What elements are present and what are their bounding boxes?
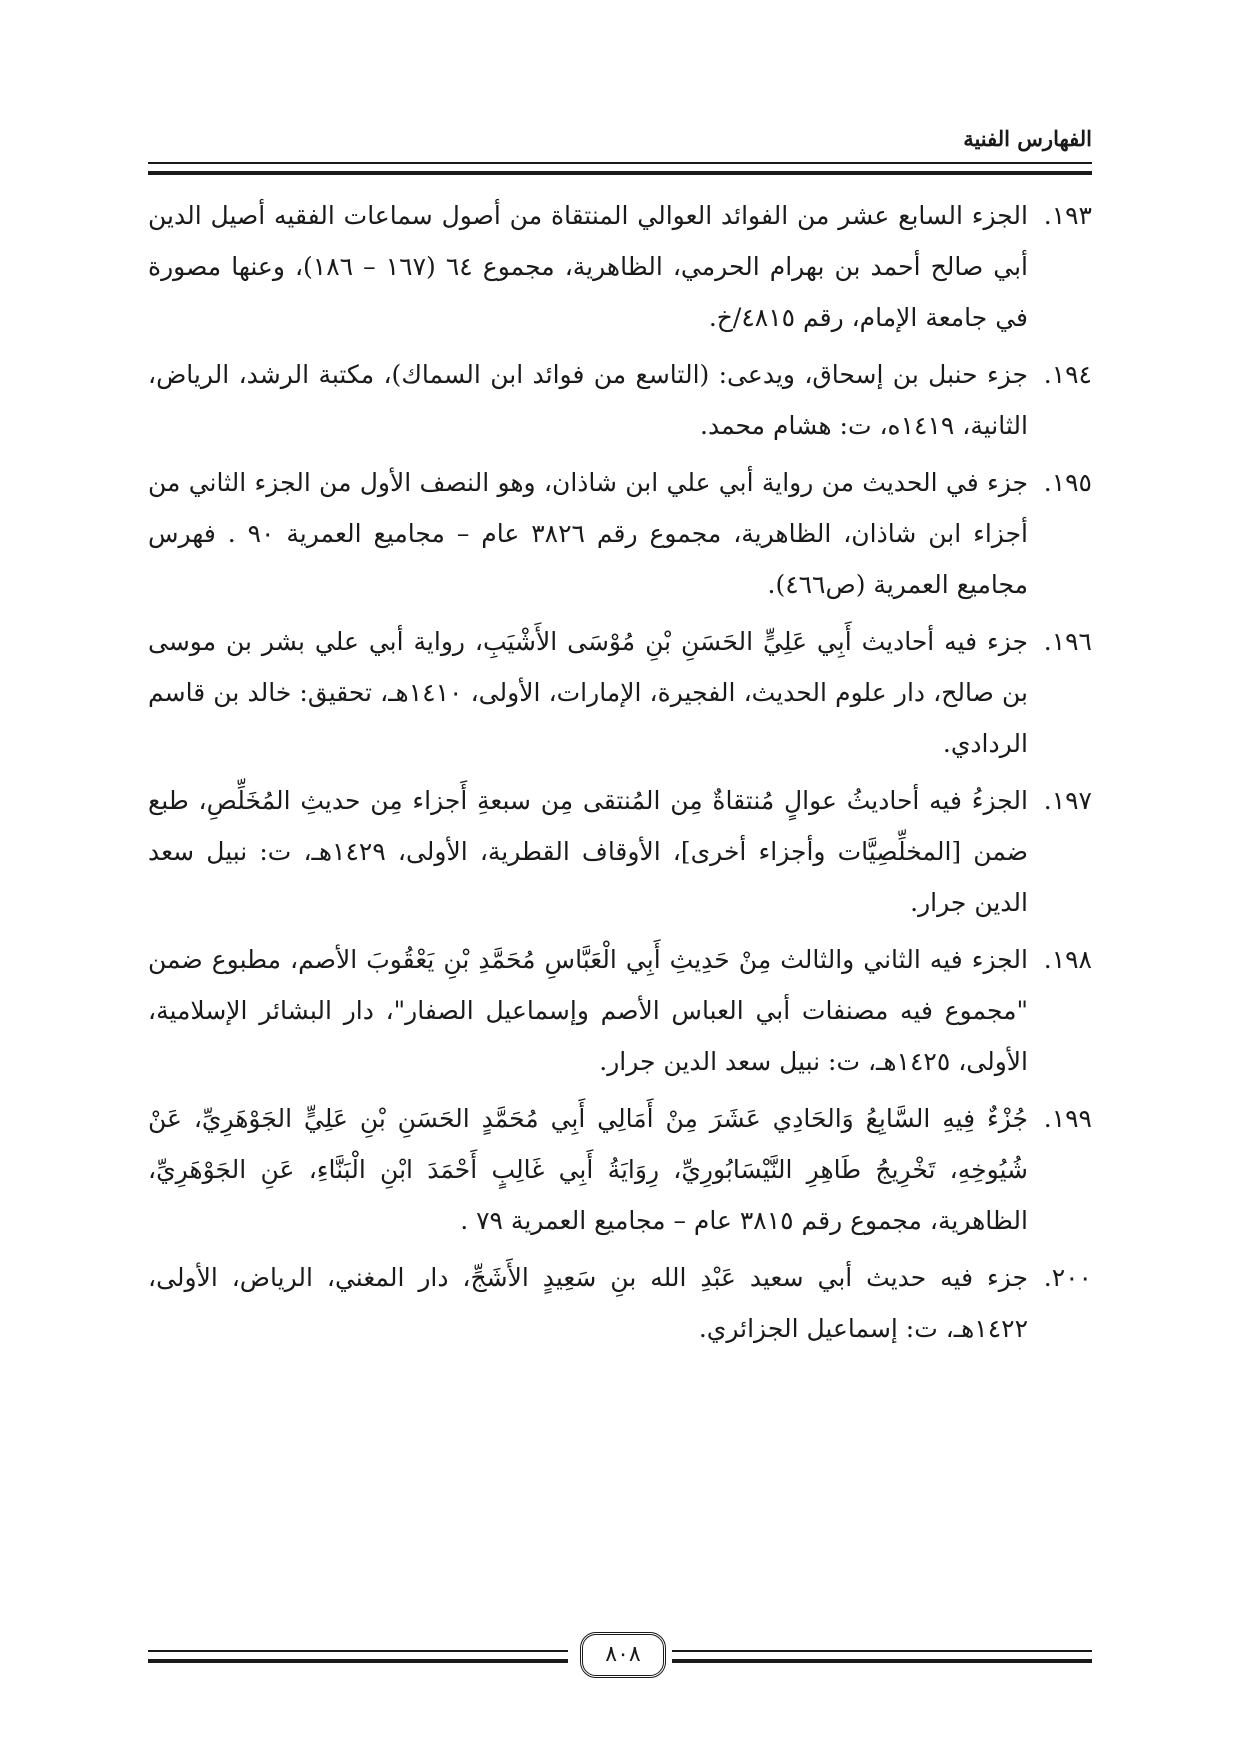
entry-text: الجزء السابع عشر من الفوائد العوالي المنتقاة من أصول سماعات الفقيه أصيل الدين أبي صالح أحمد بن بهرام الحرمي، الظاهرية، مجموع ٦٤ (١٦٧ – ١٨٦)، وعنها مصورة في جامعة الإمام، رقم ٤٨١٥/خ. — [148, 201, 1029, 332]
bibliography-entry — [148, 190, 1092, 343]
bibliography-list — [148, 190, 1092, 1360]
entry-text: الجزء فيه الثاني والثالث مِنْ حَدِيثِ أَبِي الْعَبَّاسِ مُحَمَّدِ بْنِ يَعْقُوبَ الأصم، مطبوع ضمن "مجموع فيه مصنفات أبي العباس الأصم وإسماعيل الصفار"، دار البشائر الإسلامية، الأولى، ١٤٢٥هـ، ت: نبيل سعد الدين جرار. — [148, 945, 1028, 1076]
entry-number: ١٩٣. — [1043, 201, 1092, 230]
bibliography-entry — [148, 934, 1092, 1087]
entry-number: ١٩٥. — [1043, 468, 1092, 497]
entry-text: جُزْءٌ فِيهِ السَّابِعُ وَالحَادِي عَشَرَ مِنْ أَمَالِي أَبِي مُحَمَّدٍ الحَسَنِ بْنِ عَلِيٍّ الجَوْهَرِيِّ، عَنْ شُيُوخِهِ، تَخْرِيجُ طَاهِرِ النَّيْسَابُورِيِّ، رِوَايَةُ أَبِي غَالِبٍ أَحْمَدَ ابْنِ الْبَنَّاءِ، عَنِ الجَوْهَرِيِّ، الظاهرية، مجموع رقم ٣٨١٥ عام – مجاميع العمرية ٧٩ . — [148, 1104, 1028, 1235]
bibliography-entry — [148, 616, 1092, 769]
entry-text: جزء فيه حديث أبي سعيد عَبْدِ الله بنِ سَعِيدٍ الأَشَجِّ، دار المغني، الرياض، الأولى، ١٤٢٢هـ، ت: إسماعيل الجزائري. — [148, 1263, 1028, 1343]
bibliography-entry — [148, 775, 1092, 928]
entry-number: ١٩٦. — [1043, 627, 1092, 656]
entry-number: ٢٠٠. — [1043, 1263, 1092, 1292]
entry-number: ١٩٤. — [1043, 360, 1092, 389]
bibliography-entry — [148, 457, 1092, 610]
running-header-title: الفهارس الفنية — [963, 126, 1092, 151]
bibliography-entry — [148, 1093, 1092, 1246]
entry-number: ١٩٩. — [1043, 1104, 1092, 1133]
page-number: ٨٠٨ — [580, 1632, 666, 1678]
footer-rule-left — [148, 1650, 568, 1663]
entry-text: جزء حنبل بن إسحاق، ويدعى: (التاسع من فوائد ابن السماك)، مكتبة الرشد، الرياض، الثانية، ١٤١٩ه، ت: هشام محمد. — [148, 360, 1028, 440]
entry-text: الجزءُ فيه أحاديثُ عوالٍ مُنتقاةٌ مِن المُنتقى مِن سبعةِ أَجزاء مِن حديثِ المُخَلِّصِ، طبع ضمن [المخلِّصِيَّات وأجزاء أخرى]، الأوقاف القطرية، الأولى، ١٤٢٩هـ، ت: نبيل سعد الدين جرار. — [148, 786, 1029, 917]
header-double-rule — [148, 162, 1092, 175]
entry-text: جزء فيه أحاديث أَبِي عَلِيٍّ الحَسَنِ بْنِ مُوْسَى الأَشْيَبِ، رواية أبي علي بشر بن موسى بن صالح، دار علوم الحديث، الفجيرة، الإمارات، الأولى، ١٤١٠هـ، تحقيق: خالد بن قاسم الردادي. — [148, 627, 1028, 758]
bibliography-entry — [148, 349, 1092, 451]
entry-number: ١٩٧. — [1043, 786, 1092, 815]
entry-number: ١٩٨. — [1043, 945, 1092, 974]
footer-rule-right — [672, 1650, 1092, 1663]
bibliography-entry — [148, 1252, 1092, 1354]
entry-text: جزء في الحديث من رواية أبي علي ابن شاذان، وهو النصف الأول من الجزء الثاني من أجزاء ابن شاذان، الظاهرية، مجموع رقم ٣٨٢٦ عام – مجاميع العمرية ٩٠ . فهرس مجاميع العمرية (ص٤٦٦). — [148, 468, 1028, 599]
page-footer — [148, 1630, 1092, 1686]
